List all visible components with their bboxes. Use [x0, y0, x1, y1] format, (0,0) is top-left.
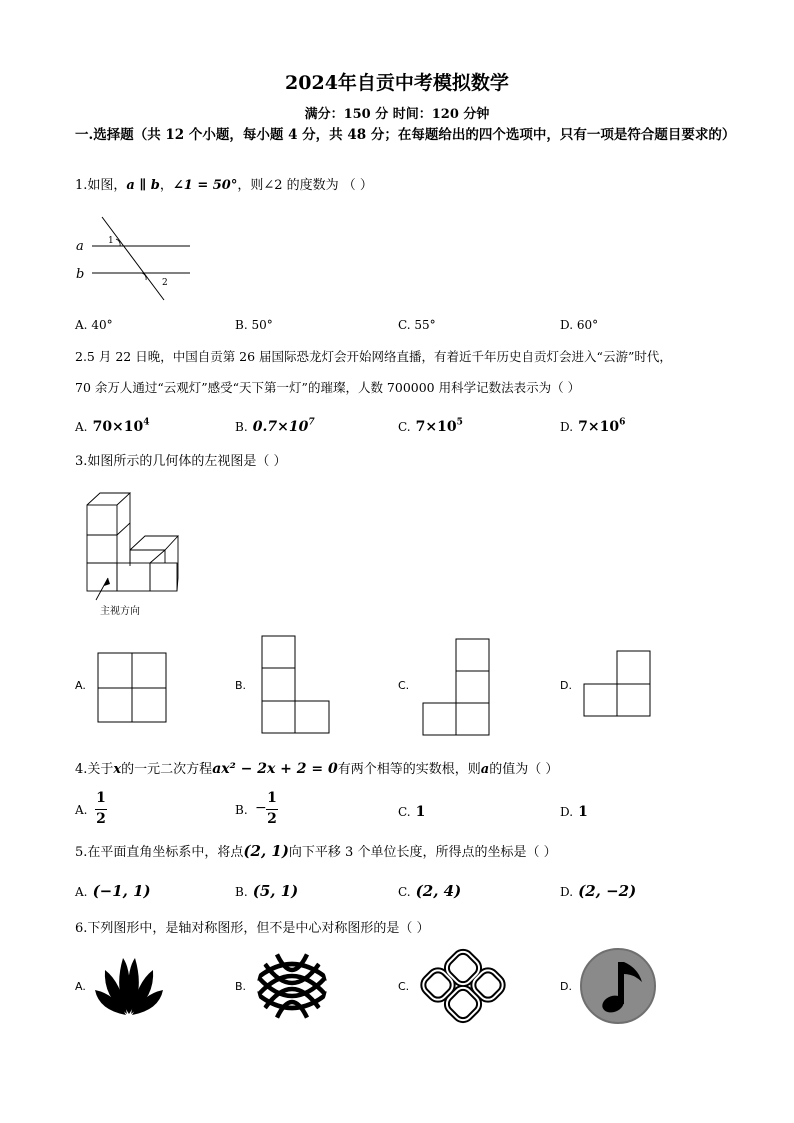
q5-point: (2, 1) — [243, 842, 289, 860]
question-1-stem: 1.如图，a ∥ b，∠1 = 50°，则∠2 的度数为 （ ） — [75, 178, 373, 193]
question-4-stem: 4.关于x的一元二次方程ax² − 2x + 2 = 0有两个相等的实数根，则a的值为（ ） — [75, 761, 559, 777]
q1-option-d[interactable]: D. 60° — [560, 318, 599, 332]
line-a-label: a — [76, 239, 84, 254]
q4-equation: ax² − 2x + 2 = 0 — [212, 761, 338, 777]
q1-prefix: 1.如图， — [75, 178, 127, 193]
q2-option-c[interactable]: C. $7\times 10^5$ — [398, 417, 463, 435]
q1-option-c[interactable]: C. 55° — [398, 318, 436, 332]
q6-option-a[interactable]: A. — [75, 980, 86, 993]
q5-option-d[interactable]: D. (2, −2) — [560, 882, 637, 900]
q3-option-a-view[interactable] — [97, 652, 167, 724]
q3-option-c-view[interactable] — [422, 638, 494, 738]
q2-option-a[interactable]: A. $70\times 10^4$ — [75, 417, 150, 435]
question-2-line-1: 2.5 月 22 日晚，中国自贡第 26 届国际恐龙灯会开始网络直播，有着近千年历史自贡灯会进入“云游”时代， — [75, 349, 672, 364]
q4-option-c[interactable]: C. 1 — [398, 804, 426, 820]
q3-option-d-view[interactable] — [583, 650, 655, 720]
question-2-line-2: 70 余万人通过“云观灯”感受“天下第一灯”的璀璨，人数 700000 用科学记数法表示为（ ） — [75, 380, 581, 395]
q3-option-a[interactable]: A. — [75, 679, 86, 692]
q6-knot-logo-icon[interactable] — [417, 948, 509, 1024]
q5-option-c[interactable]: C. (2, 4) — [398, 882, 462, 900]
q6-swirl-logo-icon[interactable] — [255, 950, 329, 1022]
q4-variable-a: a — [480, 762, 490, 777]
q1-condition-parallel: a ∥ b — [126, 178, 160, 193]
q3-option-d[interactable]: D. — [560, 679, 572, 692]
q2-option-d[interactable]: D. $7\times 10^6$ — [560, 417, 626, 435]
q6-option-c[interactable]: C. — [398, 980, 410, 993]
page-title: 2024年自贡中考模拟数学 — [285, 72, 509, 94]
q3-option-b[interactable]: B. — [235, 679, 247, 692]
q1-option-a[interactable]: A. 40° — [75, 318, 113, 332]
section-heading: 一.选择题（共 12 个小题，每小题 4 分，共 48 分；在每题给出的四个选项中，只有一项是符合题目要求的） — [75, 127, 736, 143]
q6-fan-logo-icon[interactable] — [93, 952, 165, 1020]
line-b-label: b — [76, 267, 85, 282]
q4-option-d[interactable]: D. 1 — [560, 804, 588, 820]
question-3-stem: 3.如图所示的几何体的左视图是（ ） — [75, 454, 287, 469]
q1-parallel-lines-figure — [72, 212, 202, 302]
exam-info: 满分：150 分 时间：120 分钟 — [304, 107, 490, 122]
q5-option-b[interactable]: B. (5, 1) — [235, 882, 299, 900]
q4-variable-x: x — [113, 762, 122, 777]
question-5-stem: 5.在平面直角坐标系中，将点(2, 1)向下平移 3 个单位长度，所得点的坐标是（ ） — [75, 842, 557, 860]
q1-suffix: ，则∠2 的度数为 （ ） — [237, 178, 373, 193]
angle-1-label: 1 — [108, 236, 114, 246]
q2-option-b[interactable]: B. $0.7\times 10^7$ — [235, 417, 315, 435]
direction-label: 主视方向 — [100, 606, 140, 617]
q3-solid-figure — [70, 488, 185, 623]
question-6-stem: 6.下列图形中，是轴对称图形，但不是中心对称图形的是（ ） — [75, 921, 430, 936]
q6-music-note-icon[interactable] — [580, 948, 658, 1026]
q1-option-b[interactable]: B. 50° — [235, 318, 273, 332]
q3-option-b-view[interactable] — [261, 635, 333, 735]
q6-option-b[interactable]: B. — [235, 980, 247, 993]
q6-option-d[interactable]: D. — [560, 980, 572, 993]
q3-option-c[interactable]: C. — [398, 679, 410, 692]
q1-condition-angle: ∠1 = 50° — [172, 178, 238, 193]
q5-option-a[interactable]: A. (−1, 1) — [75, 882, 151, 900]
angle-2-label: 2 — [162, 278, 168, 288]
